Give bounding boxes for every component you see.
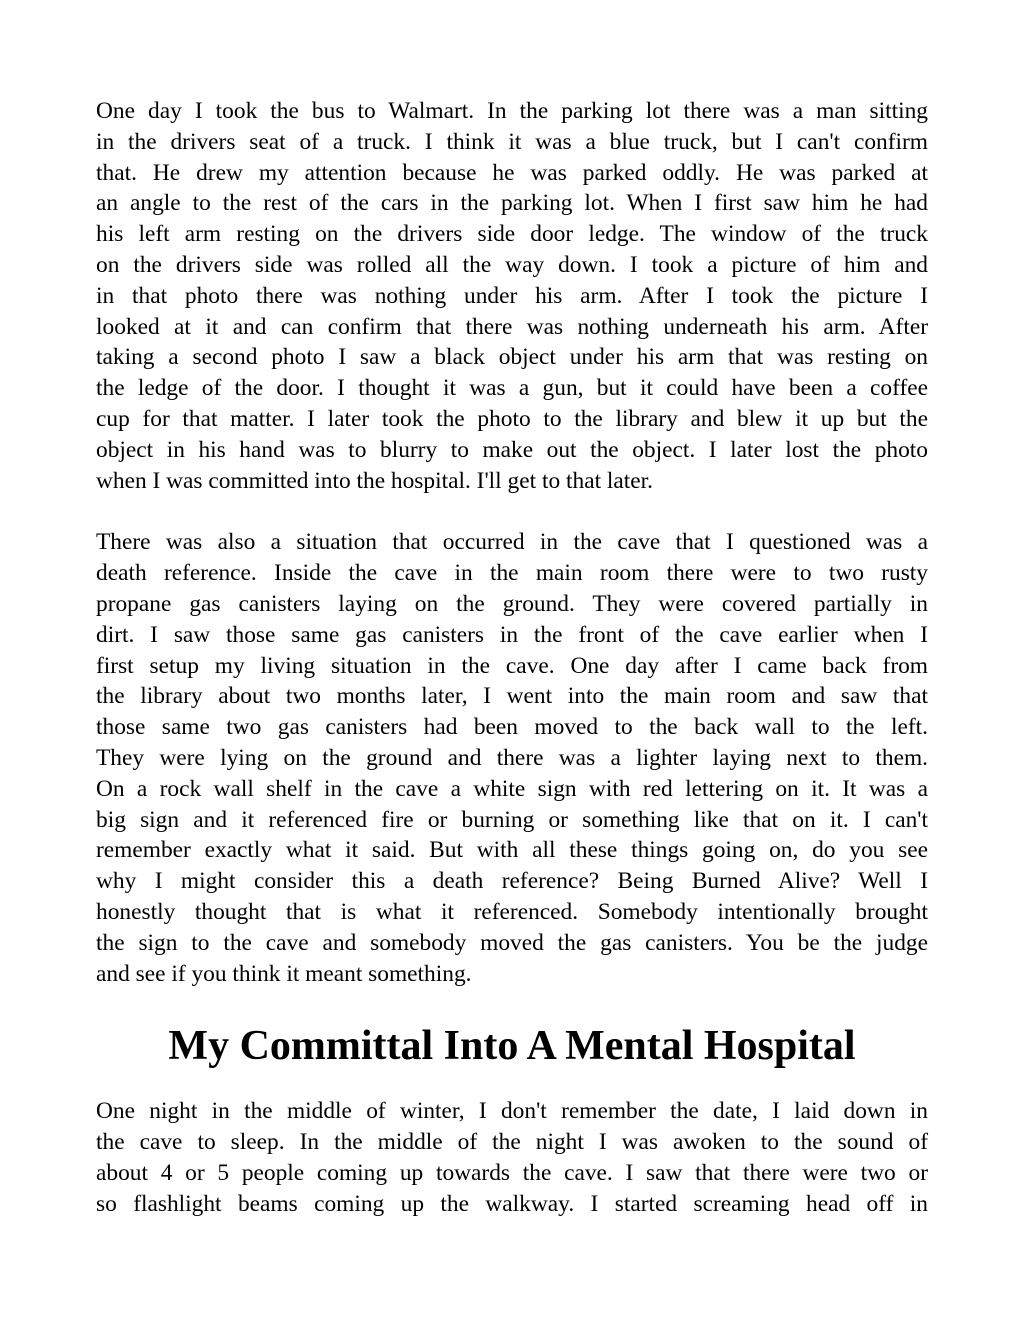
text-line: and see if you think it meant something. [96,960,472,987]
text-line: the cave to sleep. In the middle of the night I was awoken to the sound of [96,1129,928,1156]
paragraph-walmart [96,96,928,496]
text-line: in the drivers seat of a truck. I think it was a blue truck, but I can't confirm [96,128,928,155]
text-line: the sign to the cave and somebody moved the gas canisters. You be the judge [96,929,928,956]
text-line: big sign and it referenced fire or burning or something like that on it. I can't [96,806,928,833]
text-line: on the drivers side was rolled all the way down. I took a picture of him and [96,251,928,278]
paragraph-committal [96,1096,928,1219]
text-line: the library about two months later, I went into the main room and saw that [96,683,928,710]
text-line: death reference. Inside the cave in the main room there were to two rusty [96,560,928,587]
text-line: the ledge of the door. I thought it was a gun, but it could have been a coffee [96,375,928,402]
text-line: so flashlight beams coming up the walkway. I started screaming head off in [96,1190,928,1217]
text-line: his left arm resting on the drivers side door ledge. The window of the truck [96,221,928,248]
text-line: that. He drew my attention because he was parked oddly. He was parked at [96,159,928,186]
text-line: On a rock wall shelf in the cave a white sign with red lettering on it. It was a [96,775,928,802]
text-line: object in his hand was to blurry to make out the object. I later lost the photo [96,436,928,463]
section-heading: My Committal Into A Mental Hospital [168,1023,856,1070]
text-line: honestly thought that is what it referenced. Somebody intentionally brought [96,898,928,925]
text-line: They were lying on the ground and there was a lighter laying next to them. [96,744,928,771]
text-line: when I was committed into the hospital. I'll get to that later. [96,467,654,494]
text-line: first setup my living situation in the cave. One day after I came back from [96,652,928,679]
text-line: an angle to the rest of the cars in the parking lot. When I first saw him he had [96,190,928,217]
text-line: There was also a situation that occurred in the cave that I questioned was a [96,529,928,556]
paragraph-cave [96,527,928,989]
text-line: remember exactly what it said. But with all these things going on, do you see [96,837,928,864]
text-line: looked at it and can confirm that there was nothing underneath his arm. After [96,313,928,340]
text-line: those same two gas canisters had been moved to the back wall to the left. [96,714,928,741]
text-line: taking a second photo I saw a black object under his arm that was resting on [96,344,928,371]
document-page [96,96,928,1251]
text-line: why I might consider this a death reference? Being Burned Alive? Well I [96,868,928,895]
text-line: One day I took the bus to Walmart. In the parking lot there was a man sitting [96,98,928,124]
text-line: One night in the middle of winter, I don't remember the date, I laid down in [96,1098,928,1125]
text-line: cup for that matter. I later took the photo to the library and blew it up but the [96,405,928,432]
text-line: dirt. I saw those same gas canisters in the front of the cave earlier when I [96,621,928,648]
text-line: about 4 or 5 people coming up towards the cave. I saw that there were two or [96,1159,928,1186]
text-line: propane gas canisters laying on the ground. They were covered partially in [96,590,928,617]
text-line: in that photo there was nothing under his arm. After I took the picture I [96,282,928,309]
